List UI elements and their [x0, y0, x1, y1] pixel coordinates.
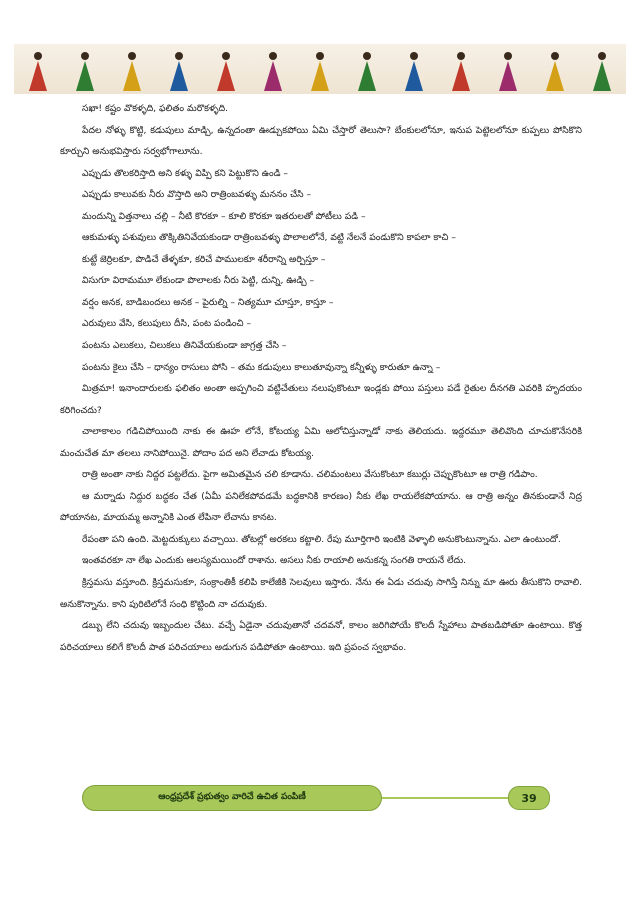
paragraph: ఎప్పుడు తొలకరిస్తాది అని కళ్ళు విప్పి కని పెట్టుకొని ఉండి –: [82, 167, 289, 179]
dancer-figure: [121, 52, 143, 94]
paragraph: ఎరువులు వేసి, కలుపులు దీసి, పంట పండించి –: [82, 318, 252, 330]
dancer-figure: [262, 52, 284, 94]
paragraph: ఆకుమళ్ళు పశువులు తొక్కితినివేయకుండా రాత్రింబవళ్ళు పొలాలలోనే, వట్టి నేలనే పండుకొని కాపలా కాచి –: [82, 232, 456, 244]
dancer-figure: [27, 52, 49, 94]
paragraph: చాలాకాలం గడిచిపోయింది నాకు ఈ ఊహ లోనే, కోటయ్య ఏమి ఆలోచిస్తున్నాడో నాకు తెలియదు. ఇద్దరమూ తెలివొంది చూచుకొనేసరికి మంచుచేత మా తలలు నానిపోయినై. పోదాం పద అని లేచాడు కోటయ్య.: [60, 426, 582, 459]
paragraph: ఆ మర్నాడు నిద్దుర బద్ధకం చేత (ఏమీ పనిలేకపోవడమే బద్ధకానికి కారణం) నీకు లేఖ రాయలేకపోయాను. ఆ రాత్రి అన్నం తినకుండానే నిద్ర పోయానట, మాయమ్మ అన్నానికి ఎంత లేపినా లేచాను కానట.: [60, 490, 582, 524]
paragraph: కుట్టే జెర్రిలకూ, పొడిచే తేళ్ళకూ, కరిచే పాములకూ శరీరాన్ని అర్పిస్తూ –: [82, 253, 326, 265]
paragraph: ఎప్పుడు కాలువకు నీరు వొస్తాది అని రాత్రింబవళ్ళు మననం చేసి –: [82, 189, 312, 201]
paragraph: రేపంతా పని ఉంది. మెట్టదుక్కులు వచ్చాయి. తోటల్లో అరకలు కట్టాలి. రేపు మూర్తిగారి ఇంటికి వెళ్ళాలి అనుకొంటున్నాను. ఎలా ఉంటుందో.: [82, 533, 561, 545]
paragraph: పంటను కైలు చేసి – ధాన్యం రాసులు పోసి – తమ కడుపులు కాలుతూవున్నా కన్నీళ్ళు కారుతూ ఉన్నా –: [82, 361, 441, 373]
page-footer: [82, 785, 550, 811]
paragraph: రాత్రి అంతా నాకు నిద్దర పట్టలేదు. పైగా అమితమైన చలి కూడాను. చలిమంటలు వేసుకొంటూ కబుర్లు చెప్పుకొంటూ ఆ రాత్రి గడిపాం.: [82, 469, 538, 481]
dancer-figure: [591, 52, 613, 94]
dancer-figure: [403, 52, 425, 94]
letter-body: [60, 98, 582, 658]
paragraph: విసుగూ విరామమూ లేకుండా పొలాలకు నీరు పెట్టి, దున్ని, ఊడ్చి –: [82, 275, 315, 287]
dancer-figure: [450, 52, 472, 94]
paragraph: సఖా! కష్టం వొకళ్ళది, ఫలితం మరొకళ్ళది.: [82, 103, 229, 114]
footer-distribution-label: ఆంధ్రప్రదేశ్ ప్రభుత్వం వారిచే ఉచిత పంపిణీ: [82, 785, 382, 811]
paragraph: పంటను ఎలుకలు, చిలుకలు తినివేయకుండా జాగ్రత్త చేసి –: [82, 340, 287, 352]
dancer-figure: [497, 52, 519, 94]
header-banner: [14, 44, 626, 94]
dancer-figure: [168, 52, 190, 94]
paragraph: క్రిస్తమసు వస్తూంది. క్రిస్తమసుకూ, సంక్రాంతికీ కలిపి కాలేజీకి సెలవులు ఇస్తారు. నేను ఈ ఏడు చదువు సాగిస్తే నిన్ను మా ఊరు తీసుకొని రావాలి. అనుకొన్నాను. కాని పురిటిలోనే సంధి కొట్టింది నా చదువుకు.: [60, 577, 582, 610]
dancer-figure: [356, 52, 378, 94]
dancer-figure: [215, 52, 237, 94]
paragraph: మందున్ని విత్తనాలు చల్లి – నీటి కొరకూ – కూలి కొరకూ ఇతరులతో పోటీలు పడి –: [82, 210, 366, 222]
dancer-figure: [544, 52, 566, 94]
paragraph: వర్షం అనక, బాడిబందలు అనక – పైరుల్ని – నిత్యమూ చూస్తూ, కాస్తూ –: [82, 296, 334, 308]
paragraph: డబ్బు లేని చదువు ఇబ్బందుల చేటు. వచ్చే ఏడైనా చదువుతానో చదవనో, కాలం జరిగిపోయే కొలదీ స్నేహాలు పాతబడిపోతూ ఉంటాయి. కొత్త పరిచయాలు కలిగే కొలదీ పాత పరిచయాలు అడుగున పడిపోతూ ఉంటాయి. ఇది ప్రపంచ స్వభావం.: [60, 620, 582, 653]
paragraph: ఇంతవరకూ నా లేఖ ఎందుకు ఆలస్యమయిందో రాశాను. అసలు నీకు రాయాలి అనుకన్న సంగతి రాయనే లేదు.: [82, 555, 467, 567]
dancer-figure: [74, 52, 96, 94]
paragraph: పేదల నోళ్ళు కొట్టి, కడుపులు మాడ్చి, ఉన్నదంతా ఊడ్చుకపోయి ఏమి చేస్తారో తెలుసా? బేంకులలోనూ, ఇనుప పెట్టెలలోనూ కుప్పలు పోసికొని కూర్చుని అనుభవిస్తారు సర్వభోగాలూను.: [60, 124, 582, 158]
paragraph: మిత్రమా! ఇనాందారులకు ఫలితం అంతా అప్పగించి వట్టిచేతులు నలుపుకొంటూ ఇండ్లకు పోయి పస్తులు పడే రైతుల దీనగతి ఎవరికి హృదయం కరిగించదు?: [60, 383, 582, 416]
footer-divider: [382, 797, 510, 799]
page-number: 39: [508, 786, 550, 810]
dancer-figure: [309, 52, 331, 94]
